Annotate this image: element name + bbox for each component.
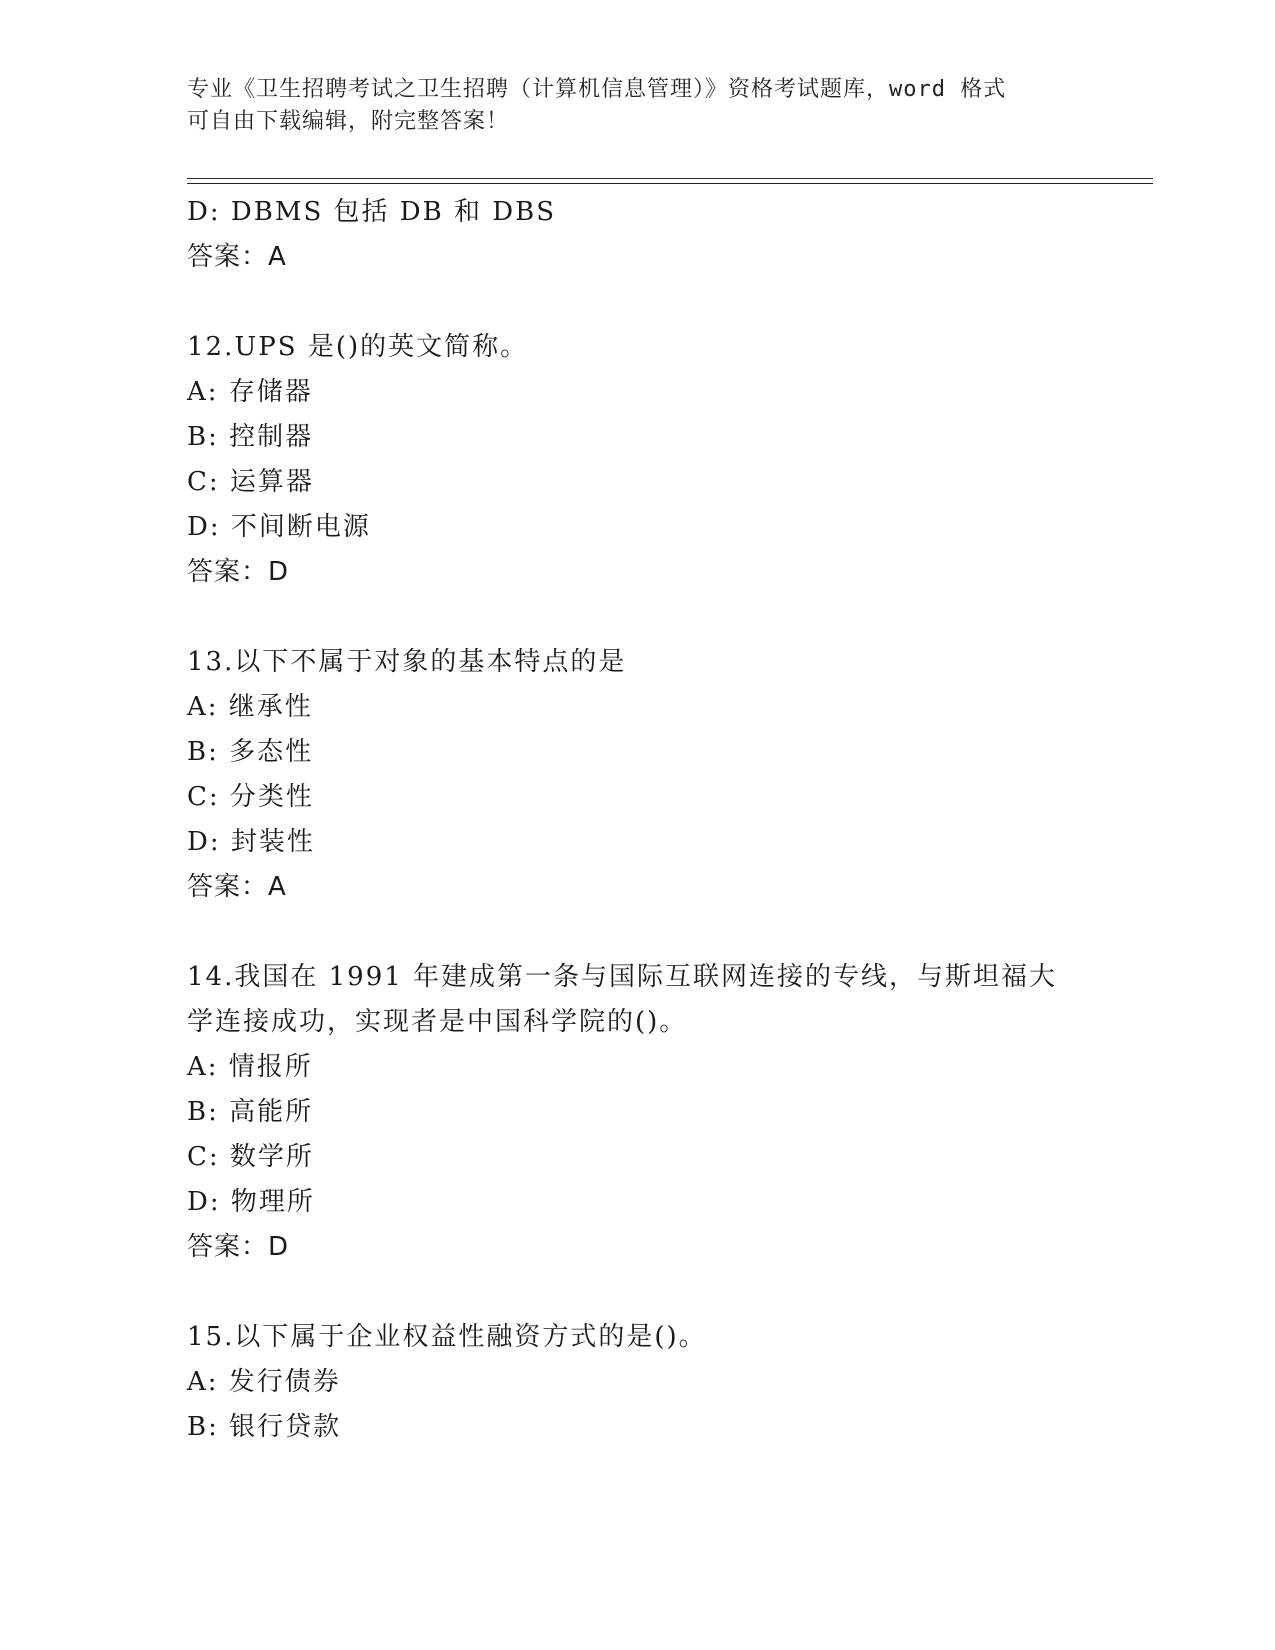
option-b: B: 控制器	[187, 422, 314, 452]
question-12	[187, 325, 1147, 595]
option-a: A: 发行债券	[187, 1367, 341, 1397]
option-d: D: 封装性	[187, 827, 315, 857]
answer-line: 答案：A	[187, 242, 287, 272]
question-stem: 12.UPS 是()的英文简称。	[187, 332, 529, 362]
question-14	[187, 955, 1147, 1270]
question-stem-line-2: 学连接成功，实现者是中国科学院的()。	[187, 1007, 688, 1037]
option-d: D: DBMS 包括 DB 和 DBS	[187, 197, 557, 227]
option-c: C: 运算器	[187, 467, 314, 497]
question-stem-line-1: 14.我国在 1991 年建成第一条与国际互联网连接的专线，与斯坦福大	[187, 962, 1058, 992]
answer-line: 答案：D	[187, 557, 290, 587]
option-d: D: 不间断电源	[187, 512, 371, 542]
answer-line: 答案：D	[187, 1232, 290, 1262]
header-divider-top	[187, 178, 1153, 179]
option-a: A: 存储器	[187, 377, 313, 407]
question-stem: 13.以下不属于对象的基本特点的是	[187, 647, 627, 677]
option-b: B: 高能所	[187, 1097, 314, 1127]
spacer	[187, 280, 1147, 325]
page-header	[187, 74, 1067, 138]
option-b: B: 银行贷款	[187, 1412, 342, 1442]
spacer	[187, 1270, 1147, 1315]
header-line-1: 专业《卫生招聘考试之卫生招聘（计算机信息管理）》资格考试题库，word 格式	[187, 77, 1007, 102]
question-13	[187, 640, 1147, 910]
option-c: C: 数学所	[187, 1142, 314, 1172]
header-divider-bottom	[187, 183, 1153, 184]
option-b: B: 多态性	[187, 737, 314, 767]
spacer	[187, 595, 1147, 640]
option-a: A: 情报所	[187, 1052, 313, 1082]
answer-line: 答案：A	[187, 872, 287, 902]
option-a: A: 继承性	[187, 692, 313, 722]
option-d: D: 物理所	[187, 1187, 315, 1217]
spacer	[187, 910, 1147, 955]
header-line-2: 可自由下载编辑，附完整答案！	[187, 109, 510, 134]
question-stem: 15.以下属于企业权益性融资方式的是()。	[187, 1322, 707, 1352]
option-c: C: 分类性	[187, 782, 314, 812]
question-content	[187, 190, 1147, 1450]
question-15	[187, 1315, 1147, 1450]
